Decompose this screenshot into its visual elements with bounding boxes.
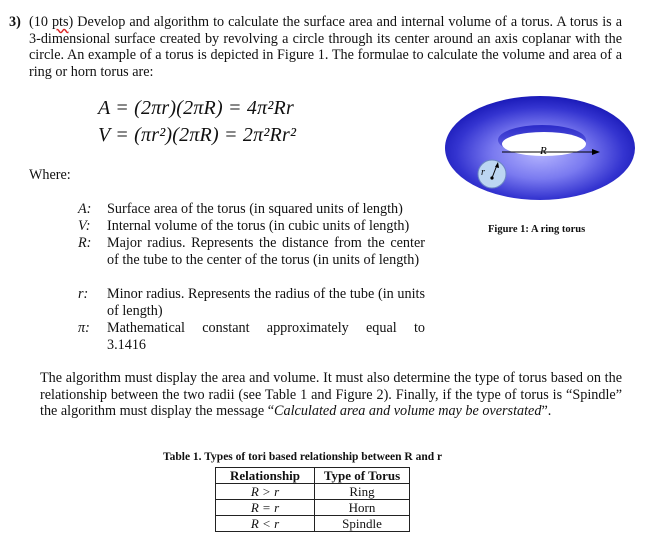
points-open: (10	[29, 14, 52, 30]
question-number: 3)	[9, 14, 21, 30]
points-close: )	[68, 14, 74, 30]
intro-text: Develop and algorithm to calculate the surface area and internal volume of a torus. A torus is a 3-dimensional surface created by revolving a circle through its center around an axis coplanar with the circle. An example of a torus is depicted in Figure 1. The formulae to calculate the volume and area of a ring or horn torus are:	[29, 14, 623, 80]
type-cell: Spindle	[315, 516, 410, 532]
table-header: Type of Torus	[315, 468, 410, 484]
algorithm-paragraph	[40, 370, 622, 420]
type-cell: Horn	[315, 500, 410, 516]
table-header-row	[216, 468, 410, 484]
table-row	[216, 516, 410, 532]
tube-center-dot	[490, 176, 493, 179]
where-label: Where:	[29, 167, 71, 183]
overstated-message: Calculated area and volume may be overstated	[274, 403, 542, 419]
definition-text: Major radius. Represents the distance from the center of the tube to the center of the torus (in units of length)	[107, 235, 425, 268]
type-cell: Ring	[315, 484, 410, 500]
tori-table	[215, 467, 410, 532]
paragraph-text: The algorithm must display the area and volume. It must also determine the type of torus based on the relationship between the two radii (see Table 1 and Figure 2). Finally, if the type of torus is “Spindle” the algorithm must display the message “	[40, 370, 622, 419]
table-header: Relationship	[216, 468, 315, 484]
table-row	[216, 500, 410, 516]
points-word: pts	[51, 14, 69, 30]
definition-text: Surface area of the torus (in squared units of length)	[107, 201, 403, 217]
definition-symbol: V:	[78, 218, 91, 234]
definition-text: Internal volume of the torus (in cubic units of length)	[107, 218, 410, 234]
relationship-cell: R > r	[216, 484, 315, 500]
figure-caption: Figure 1: A ring torus	[488, 224, 586, 235]
relationship-cell: R = r	[216, 500, 315, 516]
definition-text: Mathematical constant approximately equal to 3.1416	[107, 320, 425, 353]
paragraph-end: ”.	[541, 403, 552, 419]
minor-radius-label: r	[481, 167, 485, 178]
relationship-cell: R < r	[216, 516, 315, 532]
table-caption: Table 1. Types of tori based relationship between R and r	[163, 451, 443, 463]
question-intro	[29, 14, 622, 80]
major-radius-label: R	[540, 145, 547, 157]
definition-text: Minor radius. Represents the radius of the tube (in units of length)	[107, 286, 425, 319]
definition-symbol: r:	[78, 286, 89, 302]
volume-formula: V = (πr²)(2πR) = 2π²Rr²	[98, 124, 297, 146]
area-formula: A = (2πr)(2πR) = 4π²Rr	[98, 97, 294, 119]
table-row	[216, 484, 410, 500]
torus-figure	[440, 88, 640, 208]
definition-symbol: R:	[78, 235, 92, 251]
definition-symbol: π:	[78, 320, 90, 336]
definition-symbol: A:	[78, 201, 92, 217]
